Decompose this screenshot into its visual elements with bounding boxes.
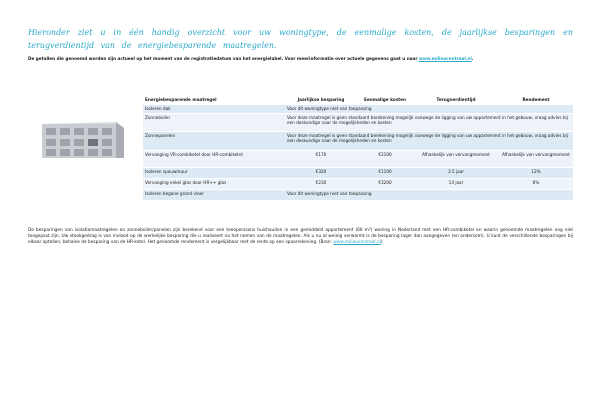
table-row [143, 179, 573, 190]
measure-cell: Vervanging VR-combiketel door HR-combiketel [143, 151, 285, 168]
payback-cell: Afhankelijk van vervangmoment [413, 151, 499, 168]
header-one-time-costs: Eenmalige kosten [357, 87, 413, 105]
measure-cell: Zonnepanelen [143, 132, 285, 151]
annual-savings-cell: €320 [285, 168, 357, 179]
table-row [143, 190, 573, 201]
one-time-costs-cell: €3200 [357, 179, 413, 190]
measure-cell: Zonneboiler [143, 114, 285, 132]
table-row [143, 132, 573, 151]
yield-cell: Afhankelijk van vervangmoment [499, 151, 573, 168]
note-cell: Voor deze maatregel is geen standaard berekening mogelijk vanwege de ligging van uw appartement in het gebouw, vraag advies bij een deskundige naar de mogelijkheden en kosten [285, 114, 573, 132]
one-time-costs-cell: €2100 [357, 151, 413, 168]
notice-text [28, 56, 573, 62]
annual-savings-cell: €230 [285, 179, 357, 190]
measures-table [143, 87, 573, 201]
measure-cell: Isoleren begane grond vloer [143, 190, 285, 201]
intro-text: Hieronder ziet u in één handig overzicht voor uw woningtype, de eenmalige kosten, de jaarlijkse besparingen en terugverdientijd van de energiebesparende maatregelen. [28, 28, 573, 50]
payback-cell: 14 jaar [413, 179, 499, 190]
note-cell: Voor deze maatregel is geen standaard berekening mogelijk vanwege de ligging van uw appartement in het gebouw, vraag advies bij een deskundige naar de mogelijkheden en kosten [285, 132, 573, 151]
explanation-body: De besparingen van isolatiemaatregelen en zonneboiler/panelen zijn berekend voor een teeoperssons huishouden in een gemiddeld appartement (66 m²) woning in Nederland met een HR-combiketel en waarin genoemde maatregelen nog niet toegepast zijn. Uw stookgedrag is van invloed op de werkelijke besparing die u realiseert na het nemen van de maatregelen. Als u nu al weinig verwarmt is de besparing lager dan aangegeven (en andersom). U kunt de verschillende besparingen bij elkaar optellen, behalve de besparing van de HR-ketel. Het genoemde rendement is vergelijkbaar met de rente op een spaarrekening. (Bron: [28, 228, 573, 246]
notice-body: De getallen die genoemd worden zijn actueel op het moment van de registratiedatum van het energielabel. Voor meerinformatie over actuele gegevens gaat u naar [28, 56, 418, 61]
table-row [143, 114, 573, 132]
source-link[interactable]: www.milieucentraal.nl [333, 240, 381, 246]
header-yield: Rendement [499, 87, 573, 105]
notice-link[interactable]: www.milieucentraal.nl [418, 56, 472, 61]
notice-after: . [471, 56, 474, 61]
note-cell: Voor dit woningtype niet van toepassing [285, 190, 573, 201]
measure-cell: Isoleren dak [143, 105, 285, 114]
note-cell: Voor dit woningtype niet van toepassing [285, 105, 573, 114]
header-annual-savings: Jaarlijkse besparing [285, 87, 357, 105]
payback-cell: 3.5 jaar [413, 168, 499, 179]
table-row [143, 168, 573, 179]
apartment-illustration [36, 118, 132, 160]
yield-cell: 12% [499, 168, 573, 179]
one-time-costs-cell: €1100 [357, 168, 413, 179]
table-header-row [143, 87, 573, 105]
explanation-paragraph [28, 228, 573, 247]
table-row [143, 151, 573, 168]
measure-cell: Vervanging enkel glas door HR++ glas [143, 179, 285, 190]
header-measure: Energiebesparende maatregel [143, 87, 285, 105]
measure-cell: Isoleren spouwmuur [143, 168, 285, 179]
table-row [143, 105, 573, 114]
annual-savings-cell: €170 [285, 151, 357, 168]
header-payback: Terugverdientijd [413, 87, 499, 105]
explanation-after: ) [380, 240, 383, 246]
yield-cell: 6% [499, 179, 573, 190]
